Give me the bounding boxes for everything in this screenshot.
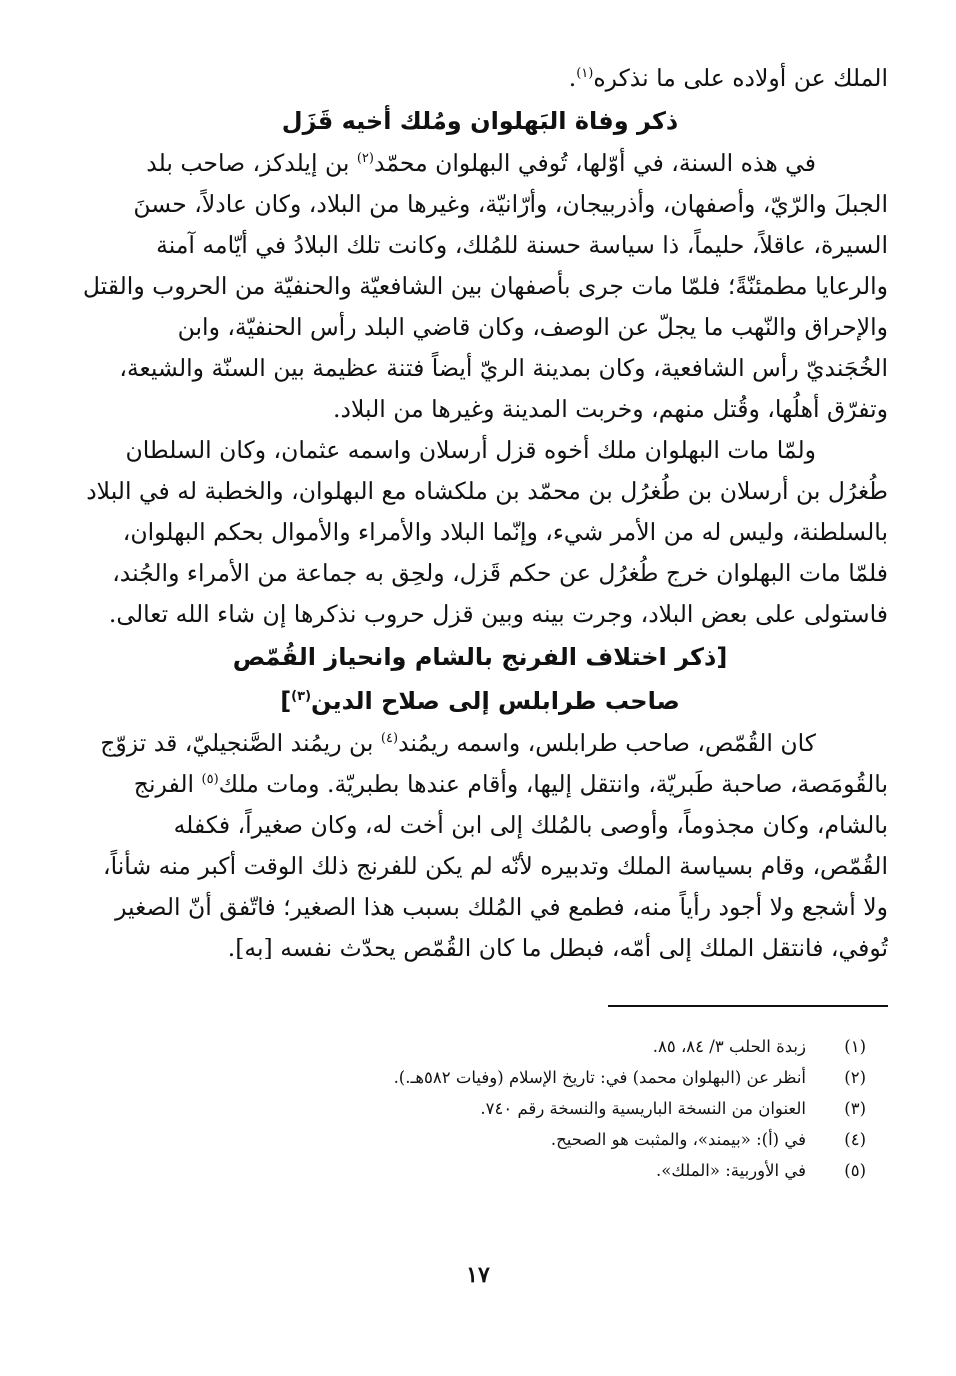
- text-line: الخُجَنديّ رأس الشافعية، وكان بمدينة الريّ أيضاً فتنة عظيمة بين السنّة والشيعة،: [119, 354, 888, 382]
- section-heading-franks-line2: صاحب طرابلس إلى صلاح الدين$^{(٣)}$]: [280, 687, 680, 715]
- footnote-number: (٣): [844, 1099, 866, 1118]
- text-line: ولا أشجع ولا أجود رأياً منه، فطمع في المُلك بسبب هذا الصغير؛ فاتّفق أنّ الصغير: [115, 893, 888, 921]
- text-line: بالقُومَصة، صاحبة طَبريّة، وانتقل إليها، وأقام عندها بطبريّة. ومات ملك$^{(٥)}$ الفرنج: [133, 770, 888, 798]
- footnote-ref[interactable]: (٣): [291, 689, 312, 704]
- text-line: تُوفي، فانتقل الملك إلى أمّه، فبطل ما كان القُمّص يحدّث نفسه [به].: [227, 934, 888, 962]
- text-line: طُغرُل بن أرسلان بن طُغرُل بن محمّد بن ملكشاه مع البهلوان، والخطبة له في البلاد: [86, 477, 888, 505]
- text-line: الجبلَ والرّيّ، وأصفهان، وأذربيجان، وأرّانيّة، وغيرها من البلاد، وكان عادلاً، حسنَ: [133, 190, 888, 218]
- footnote: [72, 1062, 888, 1093]
- paragraph-3: [72, 723, 888, 969]
- page-number: ١٧: [466, 1262, 490, 1288]
- text-line: والرعايا مطمئنّةً؛ فلمّا مات جرى بأصفهان بين الشافعيّة والحنفيّة من الحروب والقتل: [82, 272, 888, 300]
- text-line: بالسلطنة، وليس له من الأمر شيء، وإنّما البلاد والأمراء والأموال بحكم البهلوان،: [122, 518, 888, 546]
- text-line: ولمّا مات البهلوان ملك أخوه قزل أرسلان واسمه عثمان، وكان السلطان: [125, 436, 816, 464]
- text-line: السيرة، عاقلاً، حليماً، ذا سياسة حسنة للمُلك، وكانت تلك البلادُ في أيّامه آمنة: [156, 231, 888, 259]
- text-line: وتفرّق أهلُها، وقُتل منهم، وخربت المدينة وغيرها من البلاد.: [333, 395, 888, 423]
- text-line: والإحراق والنّهب ما يجلّ عن الوصف، وكان قاضي البلد رأس الحنفيّة، وابن: [177, 313, 888, 341]
- footnote-text: في (أ): «بيمند»، والمثبت هو الصحيح.: [550, 1130, 806, 1149]
- footnote-number: (٤): [844, 1130, 866, 1149]
- text-line: كان القُمّص، صاحب طرابلس، واسمه ريمُند$^{(٤)}$ بن ريمُند الصَّنجيليّ، قد تزوّج: [100, 729, 816, 757]
- text-line: القُمّص، وقام بسياسة الملك وتدبيره لأنّه لم يكن للفرنج ذلك الوقت أكبر منه شأناً،: [103, 852, 888, 880]
- text-line: في هذه السنة، في أوّلها، تُوفي البهلوان محمّد$^{(٢)}$ بن إيلدكز، صاحب بلد: [146, 149, 816, 177]
- paragraph-2: [72, 430, 888, 635]
- text-line: بالشام، وكان مجذوماً، وأوصى بالمُلك إلى ابن أخت له، وكان صغيراً، فكفله: [173, 811, 888, 839]
- footnote-number: (٢): [844, 1068, 866, 1087]
- footnote: [72, 1031, 888, 1062]
- footnote: [72, 1155, 888, 1186]
- footnote-ref[interactable]: (٥): [201, 772, 219, 788]
- footnote: [72, 1093, 888, 1124]
- paragraph-1: [72, 143, 888, 430]
- footnote-text: زبدة الحلب ٣/ ٨٤، ٨٥.: [652, 1037, 806, 1056]
- footnote-ref[interactable]: (١): [576, 66, 594, 82]
- intro-line: الملك عن أولاده على ما نذكره$^{(١)}$.: [568, 64, 888, 92]
- footnote-number: (٥): [844, 1161, 866, 1180]
- footnote-divider: [608, 1005, 888, 1007]
- footnote-ref[interactable]: (٢): [356, 151, 374, 167]
- footnote-ref[interactable]: (٤): [380, 731, 399, 747]
- section-heading-bahlawan: ذكر وفاة البَهلوان ومُلك أخيه قَزَل: [281, 107, 679, 135]
- footnote-number: (١): [844, 1037, 866, 1056]
- text-line: فلمّا مات البهلوان خرج طُغرُل عن حكم قَزل، ولحِق به جماعة من الأمراء والجُند،: [112, 559, 888, 587]
- section-heading-franks: [ذكر اختلاف الفرنج بالشام وانحياز القُمّص: [232, 643, 728, 671]
- text-line: فاستولى على بعض البلاد، وجرت بينه وبين قزل حروب نذكرها إن شاء الله تعالى.: [108, 600, 888, 628]
- footnote-text: في الأوربية: «الملك».: [656, 1161, 806, 1180]
- footnotes: [72, 1031, 888, 1186]
- footnote-text: أنظر عن (البهلوان محمد) في: تاريخ الإسلام (وفيات ٥٨٢هـ.).: [393, 1068, 806, 1087]
- book-page: [72, 58, 888, 1336]
- footnote: [72, 1124, 888, 1155]
- footnote-text: العنوان من النسخة الباريسية والنسخة رقم ٧٤٠.: [480, 1099, 806, 1118]
